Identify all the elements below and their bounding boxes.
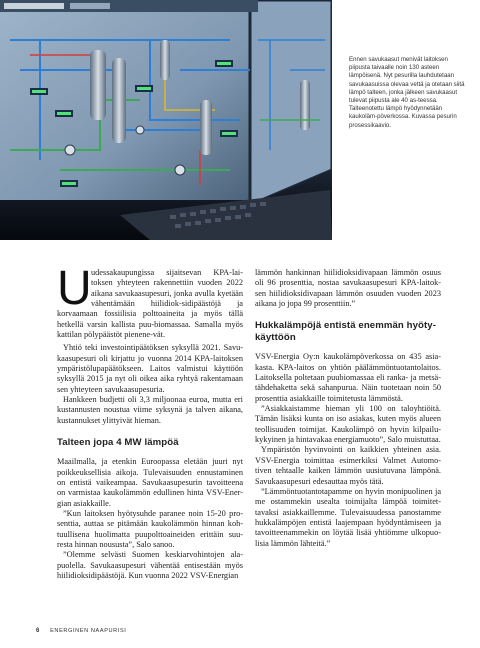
page-footer — [36, 628, 126, 634]
paragraph: Ympäristön hyvinvointi on kaikkien yhteinen asia. VSV-Energia toimittaa esimerkiksi Valmet Automo-tiven tehtaalle kaiken lämmön uusiutuvana lämpönä. Savukaasupesuri edesauttaa myös tätä. — [255, 445, 441, 486]
paragraph: ”Asiakkaistamme hieman yli 100 on taloyhtiöitä. Tämän lisäksi kunta on iso asiakas, kuten myös alueen teollisuuden toimijat. Kaukolämpö on hyvin kilpailu-kykyinen ja hintavakaa energiamuoto”, Salo muistuttaa. — [255, 404, 441, 445]
article-column-left — [57, 262, 243, 581]
paragraph: Yhtiö teki investointipäätöksen syksyllä 2021. Savu-kaasupesuri oli kirjattu jo vuonna 2014 KPA-laitoksen ympäristölupapäätökseen. Laitos valmistui käyttöön syksyllä 2015 ja nyt oli oikea aika ryhtyä rakentamaan sen yhteyteen savukaasupesuria. — [57, 343, 243, 394]
paragraph: ”Olemme selvästi Suomen keskiarvohintojen ala-puolella. Savukaasupesuri vähentää entisestään myös hiilidioksidipäästöjä. Kun vuonna 2022 VSV-Energian — [57, 550, 243, 580]
article-column-right — [255, 268, 441, 549]
magazine-name: ENERGINEN NAAPURISI — [50, 628, 127, 634]
photo-caption: Ennen savukaasut menivät laitoksen piipusta taivaalle noin 130 asteen lämpöisenä. Nyt pesurilla lauhdutetaan savukaasuissa olevaa vettä ja otetaan siitä lämpö talteen, jonka jälkeen savukaasut tulevat piipusta ale 40 as-teessa. Talteenotettu lämpö hyödynnetään kaukoläm-pöverkossa. Kuvassa pesurin prosessikaavio. — [349, 56, 465, 129]
section-heading: Talteen jopa 4 MW lämpöä — [57, 437, 179, 449]
paragraph: ”Lämmöntuotantotapamme on hyvin monipuolinen ja me ostammekin usealta toimijalta lämpöä toimitet-tavaksi asiakkaillemme. Tulevaisuudessa panostamme hukkalämpöjen entistä laajempaan hyödyntämiseen ja tavoitteenammekin on löytää lisää yhtiömme ulkopuo-lisia lämmön lähteitä.” — [255, 486, 441, 548]
paragraph: Maailmalla, ja etenkin Euroopassa eletään juuri nyt poikkeuksellisia aikoja. Tulevaisuuden ennustaminen on entistä vaikeampaa. Savukaasupesurin tavoitteena on varmistaa kaukolämmön edullinen hinta VSV-Ener-gian asiakkaille. — [57, 457, 243, 508]
section-heading: Hukkalämpöjä entistä enemmän hyöty-käyttöön — [255, 320, 437, 344]
page-number: 6 — [36, 628, 40, 634]
paragraph: VSV-Energia Oy:n kaukolämpöverkossa on 435 asia-kasta. KPA-laitos on yhtiön päälämmöntuotantolaitos. Laitoksella poltetaan puubiomassaa eli ranka- ja metsä-tähdehaketta sekä sahanpurua. Näin tuotetaan noin 50 prosenttia asiakkaille toimitetusta lämmöstä. — [255, 352, 441, 403]
article-intro — [57, 262, 243, 340]
article-photo — [0, 0, 332, 240]
drop-cap: U — [57, 262, 92, 315]
paragraph: ”Kun laitoksen hyötysuhde paranee noin 15-20 pro-senttia, auttaa se pitämään kaukolämmön hinnan koh-tuullisena huolimatta puupolttoaineiden erittäin suu-resta hinnan noususta”, Salo sanoo. — [57, 508, 243, 549]
paragraph: lämmön hankinnan hiilidioksidivapaan lämmön osuus oli 96 prosenttia, nostaa savukaasupesuri KPA-laitok-sen hiilidioksidivapaan lämmön osuuden vuoden 2023 aikana jo jopa 99 prosenttiin.” — [255, 268, 441, 309]
process-diagram-photo — [0, 0, 332, 240]
paragraph: Hankkeen budjetti oli 3,3 miljoonaa euroa, mutta eri kustannusten noustua viime syksynä ja talven aikana, kustannukset ylittyivät hieman. — [57, 395, 243, 425]
intro-paragraph: udessakaupungissa sijaitsevan KPA-lai-toksen yhteyteen rakennettiin vuoden 2022 aikana savukaasupesuri, jonka avulla kyetään vähentämään hiilidiok-sidipäästöjä ja korvaamaan fossiilisia polttoaineita ja myös tällä hetkellä varsin kallista puu-biomassaa. Samalla myös kattilan pölypäästöt pienene-vät. — [57, 268, 243, 340]
